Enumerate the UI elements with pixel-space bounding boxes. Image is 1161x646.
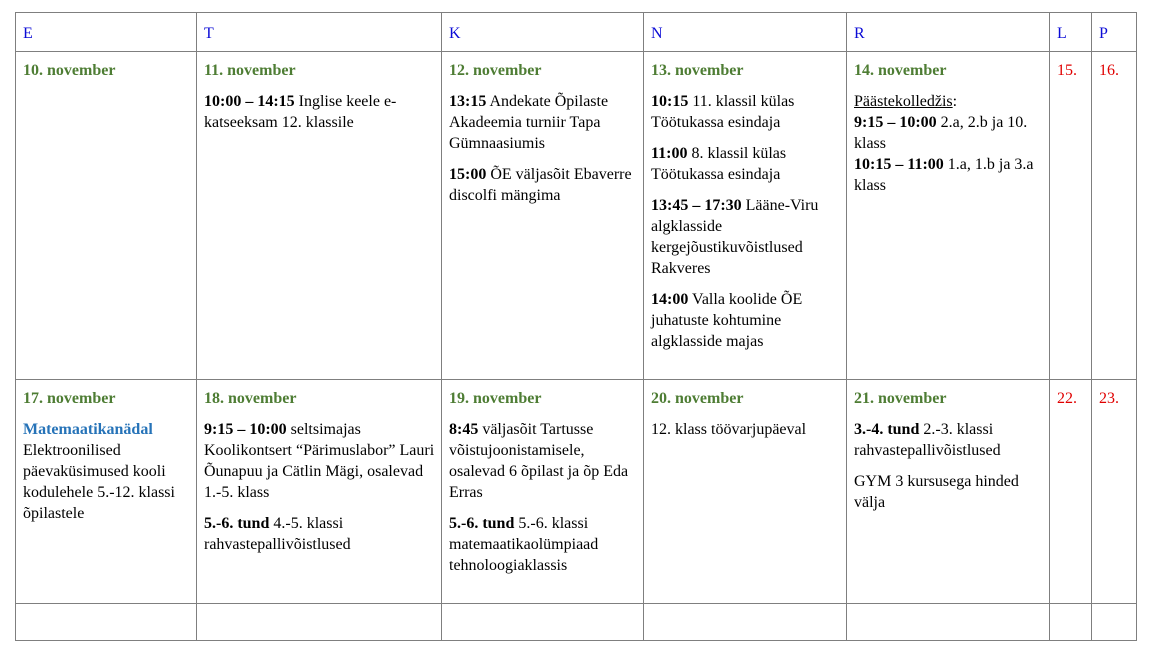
- day-cell-wed: [442, 52, 644, 380]
- day-date: 20. november: [651, 390, 744, 407]
- event-text: 2.a, 2.b ja 10. klass: [854, 114, 1028, 152]
- event-item: [204, 513, 435, 555]
- event-text: Valla koolide ÕE juhatuste kohtumine algklasside majas: [651, 291, 803, 350]
- week-theme: Matemaatikanädal: [23, 421, 153, 438]
- event-text: 8. klassil külas Töötukassa esindaja: [651, 145, 787, 183]
- empty-cell: [1092, 604, 1137, 641]
- day-date: 22.: [1057, 390, 1077, 407]
- day-cell-wed: [442, 380, 644, 604]
- event-item: [854, 419, 1043, 461]
- empty-cell: [644, 604, 847, 641]
- day-date: 11. november: [204, 62, 296, 79]
- event-text: Andekate Õpilaste Akadeemia turniir Tapa Gümnaasiumis: [449, 93, 609, 152]
- day-cell-thu: [644, 52, 847, 380]
- event-text: 1.a, 1.b ja 3.a klass: [854, 156, 1034, 194]
- event-time: 10:15: [651, 93, 689, 110]
- event-item: [651, 91, 840, 133]
- header-cell-wed: K: [442, 13, 644, 52]
- header-row: [16, 13, 1137, 52]
- event-time: 3.-4. tund: [854, 421, 920, 438]
- day-cell-sun: [1092, 52, 1137, 380]
- event-time: 11:00: [651, 145, 688, 162]
- day-date: 14. november: [854, 62, 947, 79]
- day-date: 21. november: [854, 390, 947, 407]
- day-cell-mon: [16, 52, 197, 380]
- empty-cell: [1050, 604, 1092, 641]
- event-text: 2.-3. klassi rahvastepallivõistlused: [854, 421, 1001, 459]
- empty-cell: [197, 604, 442, 641]
- empty-cell: [16, 604, 197, 641]
- event-time: 13:45 – 17:30: [651, 197, 742, 214]
- event-text: ÕE väljasõit Ebaverre discolfi mängima: [449, 166, 632, 204]
- day-date: 23.: [1099, 390, 1119, 407]
- event-time: 10:00 – 14:15: [204, 93, 295, 110]
- event-text: Elektroonilised päevaküsimused kooli kodulehele 5.-12. klassi õpilastele: [23, 442, 175, 522]
- header-cell-sat: L: [1050, 13, 1092, 52]
- event-time: 5.-6. tund: [204, 515, 270, 532]
- day-cell-thu: [644, 380, 847, 604]
- day-cell-tue: [197, 380, 442, 604]
- day-date: 18. november: [204, 390, 297, 407]
- event-item: [204, 419, 435, 503]
- event-text: väljasõit Tartusse võistujoonistamisele, osalevad 6 õpilast ja õp Eda Erras: [449, 421, 629, 501]
- event-item: [854, 154, 1043, 196]
- event-item: [449, 164, 637, 206]
- day-cell-tue: [197, 52, 442, 380]
- event-time: 13:15: [449, 93, 487, 110]
- header-cell-mon: E: [16, 13, 197, 52]
- empty-row: [16, 604, 1137, 641]
- header-cell-sun: P: [1092, 13, 1137, 52]
- week-row-2: [16, 380, 1137, 604]
- empty-cell: [847, 604, 1050, 641]
- event-item: [449, 91, 637, 154]
- event-item: [651, 289, 840, 352]
- event-item: [854, 112, 1043, 154]
- event-time: 14:00: [651, 291, 689, 308]
- day-cell-sun: [1092, 380, 1137, 604]
- event-text: Lääne-Viru algklasside kergejõustikuvõistlused Rakveres: [651, 197, 819, 277]
- event-text: Inglise keele e-katseeksam 12. klassile: [204, 93, 397, 131]
- venue-name: Päästekolledžis: [854, 93, 953, 110]
- day-date: 15.: [1057, 62, 1077, 79]
- event-item: [449, 513, 637, 576]
- day-date: 12. november: [449, 62, 542, 79]
- event-time: 9:15 – 10:00: [204, 421, 287, 438]
- event-item: [449, 419, 637, 503]
- event-text: GYM 3 kursusega hinded välja: [854, 473, 1019, 511]
- empty-cell: [442, 604, 644, 641]
- day-cell-mon: [16, 380, 197, 604]
- event-item: [651, 143, 840, 185]
- event-item: [651, 195, 840, 279]
- day-date: 16.: [1099, 62, 1119, 79]
- event-text: 12. klass töövarjupäeval: [651, 421, 807, 438]
- event-time: 8:45: [449, 421, 479, 438]
- event-text: 4.-5. klassi rahvastepallivõistlused: [204, 515, 351, 553]
- event-time: 15:00: [449, 166, 487, 183]
- day-cell-fri: [847, 52, 1050, 380]
- day-date: 13. november: [651, 62, 744, 79]
- event-time: 9:15 – 10:00: [854, 114, 937, 131]
- header-cell-tue: T: [197, 13, 442, 52]
- event-text: 11. klassil külas Töötukassa esindaja: [651, 93, 795, 131]
- event-item: [204, 91, 435, 133]
- day-date: 10. november: [23, 62, 116, 79]
- event-time: 10:15 – 11:00: [854, 156, 944, 173]
- event-text: 5.-6. klassi matemaatikaolümpiaad tehnoloogiaklassis: [449, 515, 599, 574]
- header-cell-fri: R: [847, 13, 1050, 52]
- weekly-schedule-table: [15, 12, 1137, 641]
- event-venue: [854, 91, 1043, 112]
- day-date: 19. november: [449, 390, 542, 407]
- day-cell-sat: [1050, 52, 1092, 380]
- event-time: 5.-6. tund: [449, 515, 515, 532]
- header-cell-thu: N: [644, 13, 847, 52]
- week-row-1: [16, 52, 1137, 380]
- venue-colon: :: [952, 93, 958, 110]
- day-cell-fri: [847, 380, 1050, 604]
- day-date: 17. november: [23, 390, 116, 407]
- day-cell-sat: [1050, 380, 1092, 604]
- event-text: seltsimajas Koolikontsert “Pärimuslabor” Lauri Õunapuu ja Cätlin Mägi, osalevad 1.-5. klass: [204, 421, 435, 501]
